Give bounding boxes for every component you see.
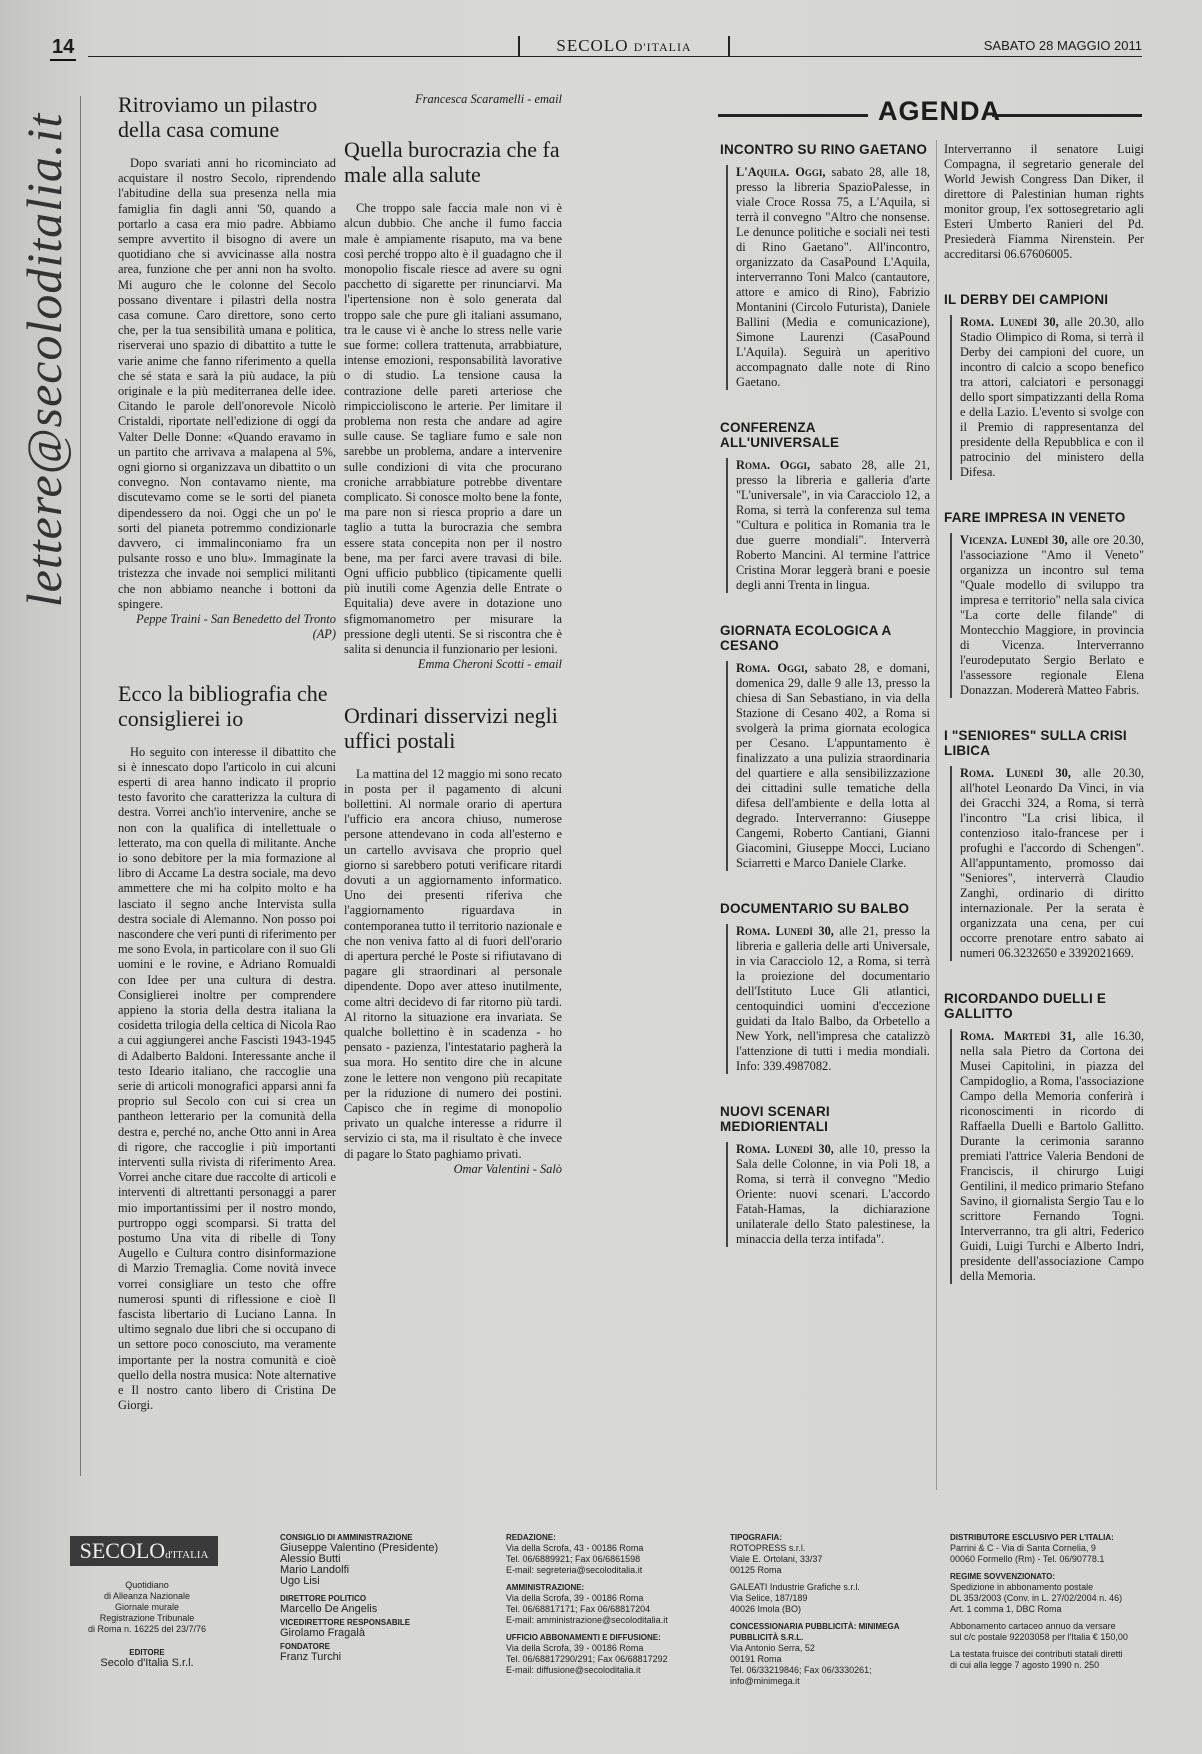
- letter-signature: Peppe Traini - San Benedetto del Tronto (AP): [136, 612, 336, 642]
- agenda-event: [944, 991, 1144, 1284]
- masthead: [518, 36, 730, 56]
- agenda-rule-left: [718, 114, 868, 117]
- event-text: alle 20.30, all'hotel Leonardo Da Vinci, in via dei Gracchi 324, a Roma, si terrà l'incontro "La crisi libica, il contenzioso italo-francese per i profughi e l'accordo di Schengen". All'appuntamento, promosso dai "Seniores", interverrà Claudio Zanghì, ordinario di diritto internazionale. Per la serata è organizzata una cena, per cui occorre prenotare entro sabato ai numeri 06.3232650 e 3392021669.: [960, 766, 1144, 960]
- letter-title: Ordinari disservizi negli uffici postali: [344, 702, 558, 753]
- agenda-event-continued: [944, 142, 1144, 262]
- letters-column-2: [344, 92, 562, 1177]
- event-text: alle 21, presso la libreria e galleria delle arti Universale, in via Caracciolo 12, a Roma, si terrà la proiezione del documentario dell'Istituto Luce Gli atlantici, centoquindici uomini d'eccezione guidati da Italo Balbo, da Orbetello a New York, nell'impresa che catalizzò l'attenzione di tutti i media mondiali. Info: 339.4987082.: [736, 924, 930, 1073]
- event-text: sabato 28, e domani, domenica 29, dalle 9 alle 13, presso la chiesa di San Sebastiano, in via della Stazione di Cesano 402, a Roma si svolgerà la prima giornata ecologica per Cesano. L'appuntamento è finalizzato a una pulizia straordinaria del quartiere e alla sensibilizzazione dei cittadini sulle tematiche della difesa dell'ambiente e della lotta al degrado. Interverranno: Giuseppe Cangemi, Roberto Cantiani, Gianni Giacomini, Giuseppe Mocci, Luciano Sciarretti e Marco Daniele Clarke.: [736, 661, 930, 870]
- redazione-info: REDAZIONE: Via della Scrofa, 43 - 00186 Roma Tel. 06/6889921; Fax 06/6861598 E-mail: segreteria@secoloditalia.it AMMINISTRAZIONE: Via della Scrofa, 39 - 00186 Roma Tel. 06/68817171; Fax 06/68817204 E-mail: amministrazione@secoloditalia.it UFFICIO ABBONAMENTI E DIFFUSIONE: Via della Scrofa, 39 - 00186 Roma Tel. 06/68817290/291; Fax 06/68817292 E-mail: diffusione@secoloditalia.it: [506, 1533, 668, 1675]
- event-title: I "SENIORES" SULLA CRISI LIBICA: [944, 728, 1127, 758]
- letter-body: Che troppo sale faccia male non vi è alcun dubbio. Che anche il fumo faccia male è ampiamente risaputo, ma va bene così perché troppo alto è il guadagno che il monopolio fiscale riesce ad avere su ogni pacchetto di sigarette per rinunciarvi. Ma l'ipertensione non è solo generata dal troppo sale che pure gli italiani assumano, tra le cause vi è anche lo stress nelle varie sue forme: collera trattenuta, arrabbiature, intense emozioni, responsabilità lavorative o di studio. La tensione causa la contrazione delle pareti arteriose che rimpiccioliscono le arterie. Per limitare il problema non resta che andare ad agire sulle cause. Se tagliare fumo e sale non sarebbe un problema, andare a intervenire sulle condizioni di vita che procurano croniche arrabbiature potrebbe diventare complicato. Si conosce molto bene la fonte, ma pare non si riesca proprio a dare un taglio a tutta la burocrazia che sembra essere stata concepita non per il nostro bene, ma per farci avere travasi di bile. Ogni ufficio pubblico (tipicamente quelli più inutili come Agenzia delle Entrate o Equitalia) deve avere in dotazione uno sfigmomanometro per misurare la pressione degli utenti. Se si riscontra che è salita si denuncia il funzionario per lesioni.: [344, 201, 562, 657]
- letter-title: Quella burocrazia che fa male alla salute: [344, 137, 560, 188]
- agenda-column-2: [944, 142, 1144, 1314]
- board-info: CONSIGLIO DI AMMINISTRAZIONE Giuseppe Valentino (Presidente) Alessio Butti Mario Landolfi Ugo Lisi DIRETTORE POLITICO Marcello De Angelis VICEDIRETTORE RESPONSABILE Girolamo Fragalà FONDATORE Franz Turchi: [280, 1533, 439, 1663]
- event-date: Lunedì 30,: [775, 924, 834, 938]
- event-city: Roma.: [736, 924, 771, 938]
- event-date: Lunedì 30,: [775, 1142, 834, 1156]
- event-date: Oggi,: [795, 165, 826, 179]
- agenda-event: [720, 1104, 930, 1247]
- agenda-divider: [936, 140, 937, 1490]
- event-text: sabato 28, alle 21, presso la libreria e galleria d'arte "L'universale", in via Caracciolo 12, a Roma, si terrà la conferenza sul tema "Cultura e politica in Romania tra le due guerre mondiali". Interverrà Roberto Mancini. Al termine l'attrice Cristina Morar leggerà brani e poesie degli anni Trenta in lingua.: [736, 458, 930, 592]
- event-text: alle 10, presso la Sala delle Colonne, in via Poli 18, a Roma, si terrà il convegno "Medio Oriente: nuovi scenari. L'accordo Fatah-Hamas, la dichiarazione unilaterale dello Stato palestinese, la minaccia della terza intifada".: [736, 1142, 930, 1246]
- header-rule: [88, 56, 1142, 57]
- event-city: Roma.: [960, 315, 995, 329]
- letter-body: La mattina del 12 maggio mi sono recato in posta per il pagamento di alcuni bollettini. Al normale orario di apertura l'ufficio era ancora chiuso, numerose persone attendevano in coda all'esterno e un cartello avvisava che proprio quel giorno si sarebbero potuti verificare ritardi dovuti a un aggiornamento informatico. Uno dei presenti riferiva che l'aggiornamento riguardava in contemporanea tutto il territorio nazionale e che non veniva fatto al di fuori dell'orario di apertura perché le Poste si rifiutavano di pagare gli straordinari al personale dipendente. Dopo aver atteso inutilmente, come altri decidevo di far ritorno più tardi. Al ritorno la situazione era invariata. Se qualche bollettino è in scadenza - ho pensato - pazienza, l'intestatario pagherà la sua mora. Ho sentito dire che in alcune zone le lettere non vengono più recapitate per la riduzione di numero dei postini. Capisco che in regime di monopolio privato un qualche interesse a ridurre il servizio ci sta, ma il risultato è che invece di pagare lo Stato paghiamo privati.: [344, 766, 562, 1161]
- event-text: alle 16.30, nella sala Pietro da Cortona dei Musei Capitolini, in piazza del Campidoglio, a Roma, l'associazione Campo della Memoria conferirà i riconoscimenti in ricordo di Raffaella Duelli e Bartolo Gallitto. Durante la cerimonia saranno premiati l'attrice Valeria Bendoni de Franciscis, il chirurgo Luigi Gentilini, il medico primario Stefano Savino, il giornalista Sergio Tau e lo scrittore Fernando Togni. Interverranno, tra gli altri, Federico Guidi, Luigi Turchi e Alberto Indri, presidente dell'associazione Campo della Memoria.: [960, 1029, 1144, 1283]
- event-title: DOCUMENTARIO SU BALBO: [720, 901, 910, 916]
- letter-signature: Omar Valentini - Salò: [453, 1161, 562, 1176]
- footer-logo: SECOLOd'ITALIA: [70, 1536, 218, 1566]
- distribution-info: DISTRIBUTORE ESCLUSIVO PER L'ITALIA: Parrini & C - Via di Santa Cornelia, 9 00060 Formello (Rm) - Tel. 06/90778.1 REGIME SOVVENZIONATO: Spedizione in abbonamento postale DL 353/2003 (Conv. in L. 27/02/2004 n. 46) Art. 1 comma 1, DBC Roma Abbonamento cartaceo annuo da versare sul c/c postale 92203058 per l'Italia € 150,00 La testata fruisce dei contributi statali diretti di cui alla legge 7 agosto 1990 n. 250: [950, 1533, 1128, 1670]
- issue-date: SABATO 28 MAGGIO 2011: [983, 38, 1142, 53]
- letters-email-vertical[interactable]: [14, 100, 74, 620]
- agenda-rule-right: [992, 114, 1142, 117]
- letters-column-1: [118, 92, 336, 1565]
- event-title: RICORDANDO DUELLI E GALLITTO: [944, 991, 1107, 1021]
- tipografia-info: TIPOGRAFIA: ROTOPRESS s.r.l. Viale E. Ortolani, 33/37 00125 Roma GALEATI Industrie Grafiche s.r.l. Via Selice, 187/189 40026 Imola (BO) CONCESSIONARIA PUBBLICITÀ: MINIMEGA PUBBLICITÀ S.R.L. Via Antonio Serra, 52 00191 Roma Tel. 06/33219846; Fax 06/3330261; info@minimega.it: [730, 1533, 900, 1686]
- event-title: NUOVI SCENARI MEDIORIENTALI: [720, 1104, 830, 1134]
- event-date: Martedì 31,: [1003, 1029, 1076, 1043]
- agenda-header: [718, 96, 1142, 130]
- letter-signature: Francesca Scaramelli - email: [415, 92, 562, 106]
- agenda-event: [720, 901, 930, 1074]
- page-number: 14: [50, 36, 76, 61]
- event-text: sabato 28, alle 18, presso la libreria SpazioPalesse, in viale Croce Rossa 75, a L'Aquila, si terrà il convegno "Altro che nonsense. Le denunce politiche e sociali nei testi di Rino Gaetano". All'incontro, organizzato da CasaPound L'Aquila, interverranno Toni Malco (cantautore, attore e amico di Rino), Fabrizio Montanini (Circolo Futurista), Daniele Ballini (Media e comunicazione), Simone Laurenzi (CasaPound L'Aquila). Seguirà un aperitivo accompagnato dalle note di Rino Gaetano.: [736, 165, 930, 389]
- event-title: CONFERENZA ALL'UNIVERSALE: [720, 420, 840, 450]
- page-header: [50, 36, 1142, 58]
- event-city: Roma.: [736, 661, 771, 675]
- agenda-event: [944, 292, 1144, 480]
- event-date: Lunedì 30,: [1010, 533, 1068, 547]
- event-title: GIORNATA ECOLOGICA A CESANO: [720, 623, 891, 653]
- letter-body: Dopo svariati anni ho ricominciato ad acquistare il nostro Secolo, riprendendo l'abitudine della sua presenza nella mia famiglia fin dagli anni '50, quando a portarlo a casa era mio padre. Abbiamo sempre avvertito il bisogno di avere un quotidiano che si avvicinasse alla nostra area, funzione che per anni non ha svolto. Mi auguro che le colonne del Secolo possano diventare i pilastri della nostra casa comune. Caro direttore, sono certo che, per la tua sensibilità umana e politica, riserverai uno spazio di dibattito a tutte le varie anime che fanno riferimento a quella che sé stata e sarà la più audace, la più originale e la più mediterranea delle idee. Citando le parole dell'onorevole Nicolò Cristaldi, riportate nell'edizione di oggi da Valter Delle Donne: «Quando eravamo in un partito che arrivava a malapena al 5%, ogni giorno si organizzava un dibattito o un convegno. Non contavamo niente, ma discutevamo come se le sorti del pianeta dipendessero da noi. Oggi che un po' le sorti del pianeta potremmo condizionarle davvero, ci immalinconiamo fra un pulsante rosso e uno blu». Immaginate la tristezza che invade noi semplici militanti che non abbiamo neanche i bottoni da spingere.: [118, 156, 336, 611]
- event-city: Vicenza.: [960, 533, 1008, 547]
- event-date: Lunedì 30,: [1006, 766, 1071, 780]
- column-divider: [80, 96, 81, 1476]
- letter-title: Ecco la bibliografia che consiglierei io: [118, 680, 328, 731]
- event-city: Roma.: [736, 1142, 771, 1156]
- agenda-event: [720, 142, 930, 390]
- event-text: Interverranno il senatore Luigi Compagna, il segretario generale del World Jewish Congress Dan Diker, il direttore di Palestinian human rights monitor group, l'ex sottosegretario agli Esteri Umberto Ranieri del Pd. Presiederà Fiamma Nirenstein. Per accreditarsi 06.67606005.: [944, 142, 1144, 261]
- event-title: FARE IMPRESA IN VENETO: [944, 510, 1126, 525]
- event-title: INCONTRO SU RINO GAETANO: [720, 142, 928, 157]
- agenda-event: [720, 420, 930, 593]
- letter-body: Ho seguito con interesse il dibattito che si è innescato dopo l'articolo in cui alcuni esperti di area hanno indicato il proprio testo favorito che caratterizza la cultura di destra. Vorrei anch'io intervenire, anche se non con la qualifica di intellettuale o letterato, ma con quella di militante. Anche io sono debitore per la mia formazione al libro di Accame La destra sociale, ma devo ammettere che mi ha colpito molto e ha lasciato il segno anche Intervista sulla destra sociale di Alemanno. Non posso poi nascondere che veri punti di riferimento per me sono Evola, in particolare con il suo Gli uomini e le rovine, e Adriano Romualdi con Idee per una cultura di destra. Consiglierei inoltre per comprendere appieno la storia della destra italiana la cosidetta trilogia della celtica di Nicola Rao a cui aggiungerei anche Fascisti 1943-1945 di Adalberto Baldoni. Interessante anche il testo Ideario italiano, che raccoglie una serie di articoli monografici apparsi anni fa proprio sul Secolo con cui si crea un pantheon letterario per la comunità della destra e, perché no, anche Otto anni in Area di rigore, che raccoglie i più importanti interventi sulla rivista di riferimento Area. Vorrei anche citare due raccolte di articoli e interventi di altrettanti personaggi a parer mio importantissimi per il nostro mondo, purtroppo oggi scomparsi. Si tratta del postumo Una vita di ribelle di Tony Augello e Cultura contro disinformazione di Marzio Tremaglia. Come novità invece vorrei consigliare un testo che offre numerosi spunti di riflessione e cioè Il fascista libertario di Luciano Lanna. In ultimo segnalo due libri che si occupano di un settore poco conosciuto, ma veramente importante per la nostra comunità e cioè quello della nostra musica: Note alternative e Il nostro canto libero di Cristina De Giorgi.: [118, 744, 336, 1413]
- event-title: IL DERBY DEI CAMPIONI: [944, 292, 1109, 307]
- letter-signature: Emma Cheroni Scotti - email: [417, 657, 562, 672]
- event-city: Roma.: [960, 1029, 995, 1043]
- event-date: Oggi,: [779, 458, 811, 472]
- letter-title: Ritroviamo un pilastro della casa comune: [118, 92, 318, 142]
- agenda-column-1: [720, 142, 930, 1277]
- publisher-info: Quotidiano di Alleanza Nazionale Giornale murale Registrazione Tribunale di Roma n. 16225 del 23/7/76 EDITORE Secolo d'Italia S.r.l.: [87, 1580, 207, 1669]
- letters-email-text[interactable]: lettere@secoloditalia.it: [16, 112, 72, 608]
- event-city: Roma.: [960, 766, 995, 780]
- masthead-title: SECOLO: [556, 36, 629, 55]
- event-text: alle 20.30, allo Stadio Olimpico di Roma, si terrà il Derby dei campioni del cuore, un incontro di calcio a scopo benefico tra attori, calciatori e personaggi dello sport simpatizzanti della Roma e della Lazio. L'evento si svolge con il Premio di rappresentanza del presidente della Repubblica e con il patrocinio del ministero della Difesa.: [960, 315, 1144, 479]
- event-city: L'Aquila.: [736, 165, 790, 179]
- event-city: Roma.: [736, 458, 771, 472]
- event-date: Lunedì 30,: [1000, 315, 1059, 329]
- agenda-event: [944, 510, 1144, 698]
- agenda-title: AGENDA: [878, 96, 1002, 126]
- event-text: alle ore 20.30, l'associazione "Amo il Veneto" organizza un incontro sul tema "Quale modello di sviluppo tra impresa e territorio" nella sala civica "La corte delle filande" di Montecchio Maggiore, in provincia di Vicenza. Interverranno l'eurodeputato Sergio Berlato e l'assessore regionale Elena Donazzan. Modererà Matteo Fabris.: [960, 533, 1144, 697]
- agenda-event: [944, 728, 1144, 961]
- masthead-subtitle: D'ITALIA: [633, 40, 692, 54]
- agenda-event: [720, 623, 930, 871]
- colophon: [62, 1528, 1140, 1708]
- event-date: Oggi,: [777, 661, 808, 675]
